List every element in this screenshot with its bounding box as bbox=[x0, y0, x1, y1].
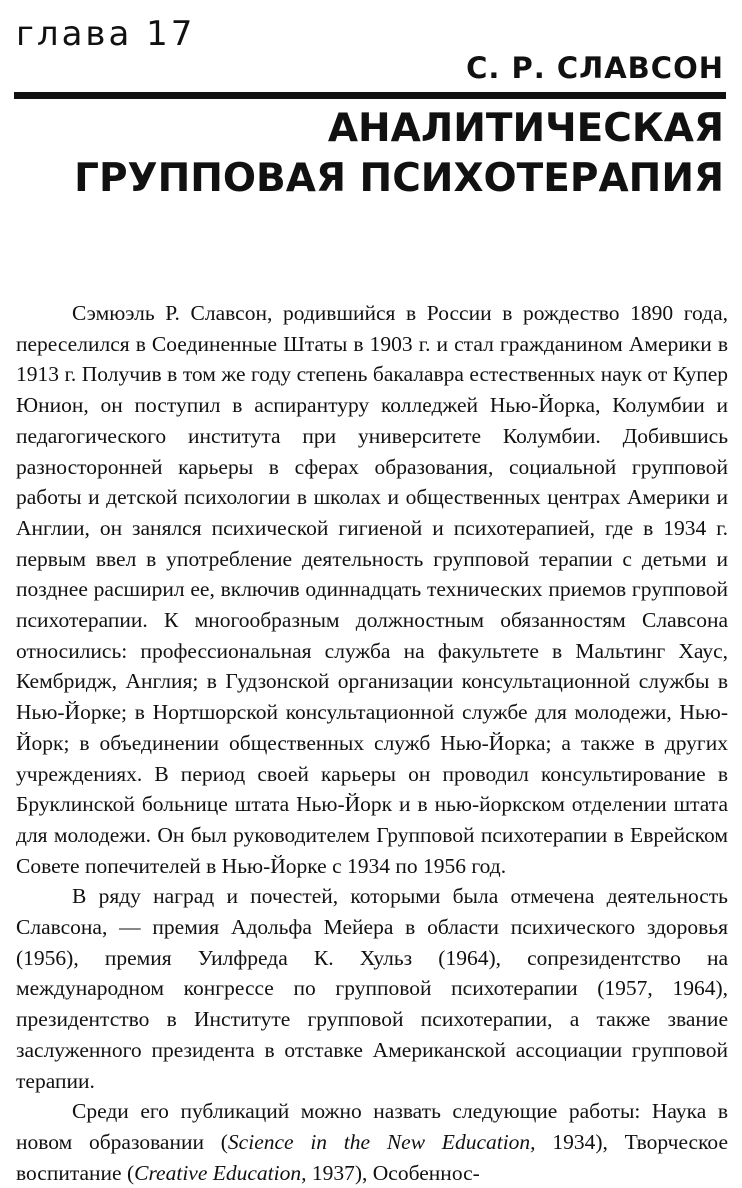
chapter-title bbox=[74, 104, 724, 204]
publications-text-start: Среди его публикаций можно назвать следующие работы: Наука в новом образовании ( bbox=[16, 1099, 728, 1154]
publication-title-1: Science in the New Education, bbox=[227, 1129, 536, 1154]
chapter-label: глава 17 bbox=[16, 14, 196, 54]
author-name: С. Р. СЛАВСОН bbox=[466, 51, 724, 85]
chapter-title-line-2: ГРУППОВАЯ ПСИХОТЕРАПИЯ bbox=[74, 156, 724, 201]
publications-text-mid: 1934), Творческое воспитание ( bbox=[16, 1129, 728, 1185]
paragraph-publications bbox=[16, 1096, 728, 1188]
paragraph-awards: В ряду наград и почестей, которыми была отмечена деятельность Славсона, — премия Адольфа Мейера в области психического здоровья (1956), премия Уилфреда К. Хульз (1964), сопрезидентство на международном конгрессе по групповой психотерапии (1957, 1964), президентство в Институте групповой психотерапии, а также звание заслуженного президента в отставке Американской ассоциации групповой терапии. bbox=[16, 884, 728, 1093]
header-rule bbox=[14, 92, 726, 99]
chapter-title-line-1: АНАЛИТИЧЕСКАЯ bbox=[327, 106, 724, 151]
paragraph-biography: Сэмюэль Р. Славсон, родившийся в России в рождество 1890 года, переселился в Соединенные Штаты в 1903 г. и стал гражданином Америки в 1913 г. Получив в том же году степень бакалавра естественных наук от Купер Юнион, он поступил в аспирантуру колледжей Нью-Йорка, Колумбии и педагогического института при университете Колумбии. Добившись разносторонней карьеры в сферах образования, социальной групповой работы и детской психологии в школах и общественных центрах Америки и Англии, он занялся психической гигиеной и психотерапией, где в 1934 г. первым ввел в употребление деятельность групповой терапии с детьми и позднее расширил ее, включив одиннадцать технических приемов групповой психотерапии. К многообразным должностным обязанностям Славсона относились: профессиональная служба на факультете в Мальтинг Хаус, Кембридж, Англия; в Гудзонской организации консультационной службы в Нью-Йорке; в Нортшорской консультационной службе для молодежи, Нью-Йорк; в объединении общественных служб Нью-Йорка; а также в других учреждениях. В период своей карьеры он проводил консультирование в Бруклинской больнице штата Нью-Йорк и в нью-йоркском отделении штата для молодежи. Он был руководителем Групповой психотерапии в Еврейском Совете попечителей в Нью-Йорке с 1934 по 1956 год. bbox=[16, 301, 728, 878]
body-text bbox=[16, 298, 728, 1188]
publications-text-end: 1937), Особеннос- bbox=[306, 1160, 480, 1185]
publication-title-2: Creative Education, bbox=[134, 1160, 307, 1185]
